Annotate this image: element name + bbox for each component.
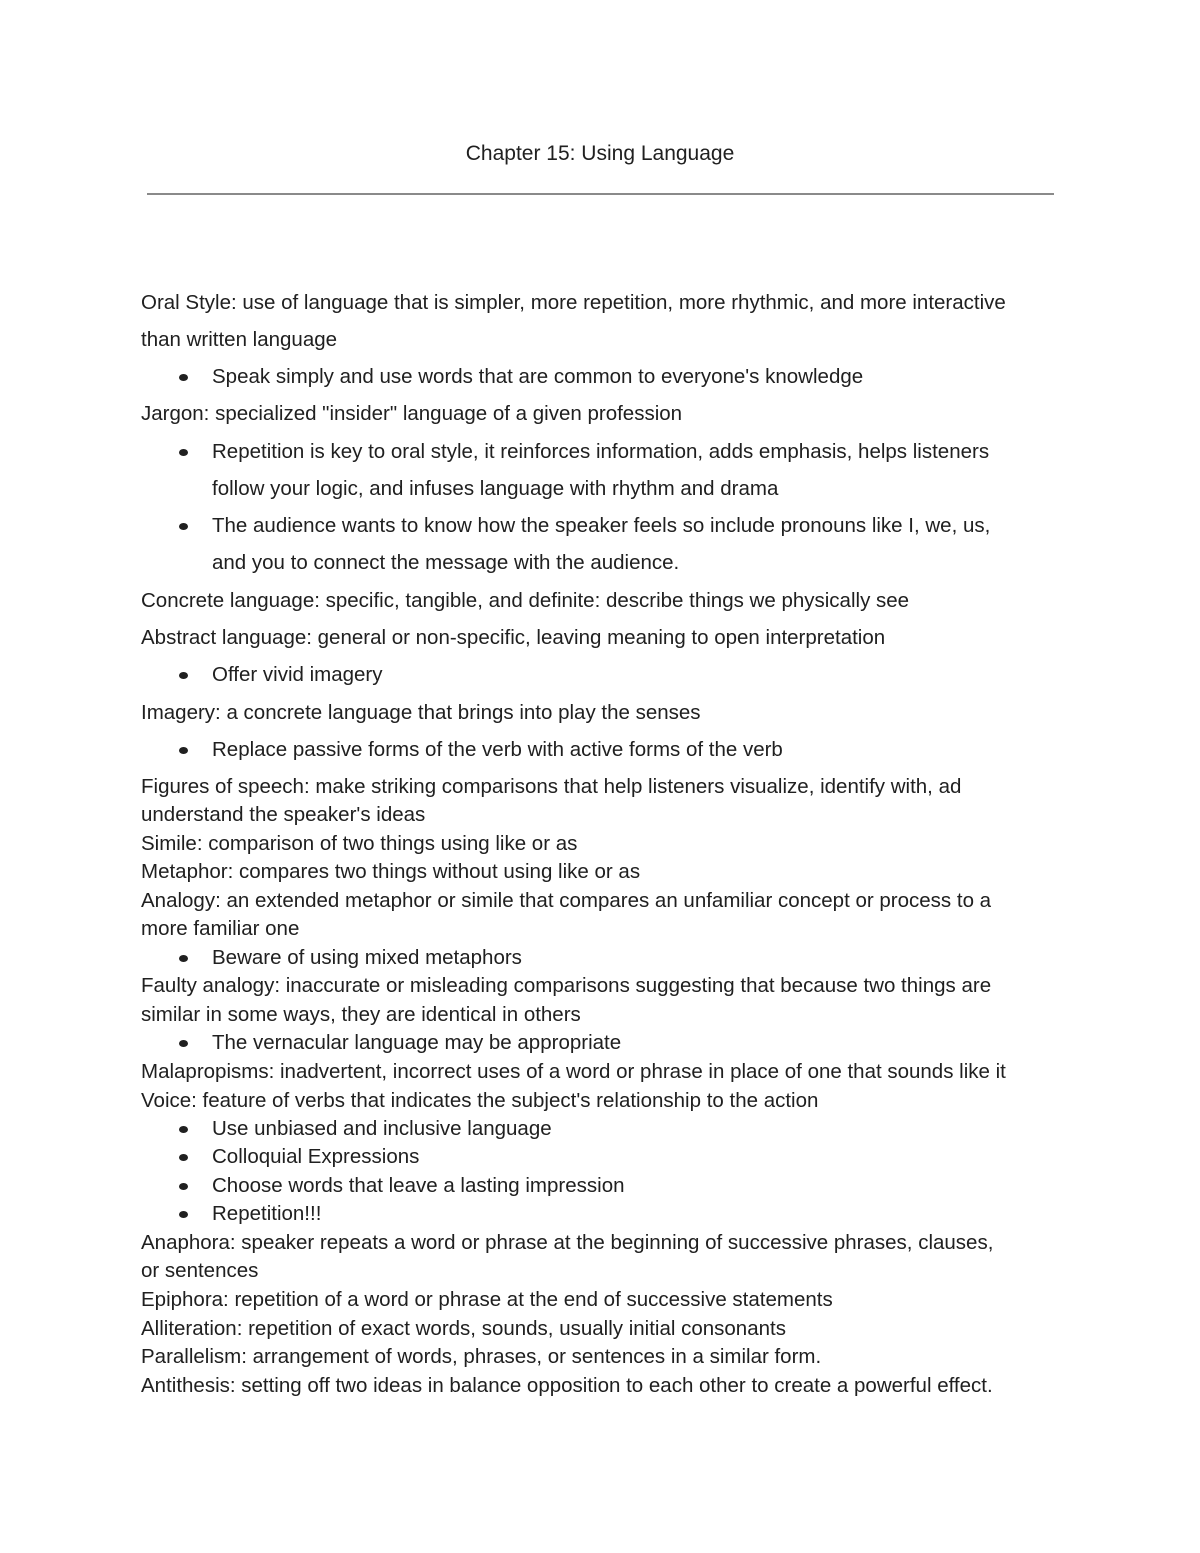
paragraph-line: Abstract language: general or non-specific, leaving meaning to open interpretation [141, 626, 886, 649]
paragraph-line: Antithesis: setting off two ideas in balance opposition to each other to create a powerful effect. [141, 1374, 993, 1397]
paragraph-line: Metaphor: compares two things without using like or as [141, 860, 641, 883]
paragraph-line: Jargon: specialized "insider" language of a given profession [141, 402, 683, 425]
paragraph-line: Faulty analogy: inaccurate or misleading comparisons suggesting that because two things are [141, 974, 992, 997]
paragraph-line: more familiar one [141, 917, 300, 940]
document-title: Chapter 15: Using Language [465, 142, 735, 165]
bullet-item-text: Choose words that leave a lasting impression [212, 1174, 625, 1197]
title-divider [147, 193, 1054, 195]
paragraph-line: understand the speaker's ideas [141, 803, 426, 826]
paragraph-line: Alliteration: repetition of exact words, sounds, usually initial consonants [141, 1317, 786, 1340]
paragraph-line: Oral Style: use of language that is simpler, more repetition, more rhythmic, and more interactive [141, 291, 1006, 314]
bullet-icon [179, 747, 188, 754]
paragraph-line: Analogy: an extended metaphor or simile that compares an unfamiliar concept or process to a [141, 889, 992, 912]
bullet-item-text: Colloquial Expressions [212, 1145, 420, 1168]
paragraph-line: or sentences [141, 1259, 259, 1282]
bullet-icon [179, 1040, 188, 1047]
bullet-item-text: Speak simply and use words that are common to everyone's knowledge [212, 365, 864, 388]
paragraph-line: Figures of speech: make striking comparisons that help listeners visualize, identify with, ad [141, 775, 962, 798]
bullet-icon [179, 955, 188, 962]
paragraph-line: Concrete language: specific, tangible, and definite: describe things we physically see [141, 589, 910, 612]
paragraph-line: Epiphora: repetition of a word or phrase at the end of successive statements [141, 1288, 833, 1311]
paragraph-line: similar in some ways, they are identical in others [141, 1003, 581, 1026]
bullet-icon [179, 672, 188, 679]
bullet-item-text: Use unbiased and inclusive language [212, 1117, 552, 1140]
bullet-item-text: The vernacular language may be appropriate [212, 1031, 622, 1054]
bullet-item-text: Beware of using mixed metaphors [212, 946, 522, 969]
bullet-icon [179, 1211, 188, 1218]
paragraph-line: than written language [141, 328, 338, 351]
bullet-icon [179, 1126, 188, 1133]
paragraph-line: Parallelism: arrangement of words, phrases, or sentences in a similar form. [141, 1345, 822, 1368]
paragraph-line: Voice: feature of verbs that indicates the subject's relationship to the action [141, 1089, 819, 1112]
bullet-item-text: and you to connect the message with the audience. [212, 551, 680, 574]
paragraph-line: Simile: comparison of two things using like or as [141, 832, 578, 855]
bullet-icon [179, 374, 188, 381]
bullet-item-text: Repetition is key to oral style, it reinforces information, adds emphasis, helps listeners [212, 440, 990, 463]
bullet-icon [179, 1154, 188, 1161]
bullet-icon [179, 449, 188, 456]
paragraph-line: Malapropisms: inadvertent, incorrect uses of a word or phrase in place of one that sounds like it [141, 1060, 1006, 1083]
bullet-item-text: Replace passive forms of the verb with active forms of the verb [212, 738, 783, 761]
paragraph-line: Imagery: a concrete language that brings into play the senses [141, 701, 701, 724]
bullet-item-text: Offer vivid imagery [212, 663, 383, 686]
bullet-item-text: Repetition!!! [212, 1202, 322, 1225]
bullet-icon [179, 1183, 188, 1190]
bullet-item-text: follow your logic, and infuses language with rhythm and drama [212, 477, 779, 500]
bullet-icon [179, 523, 188, 530]
bullet-item-text: The audience wants to know how the speaker feels so include pronouns like I, we, us, [212, 514, 991, 537]
paragraph-line: Anaphora: speaker repeats a word or phrase at the beginning of successive phrases, clauses, [141, 1231, 994, 1254]
